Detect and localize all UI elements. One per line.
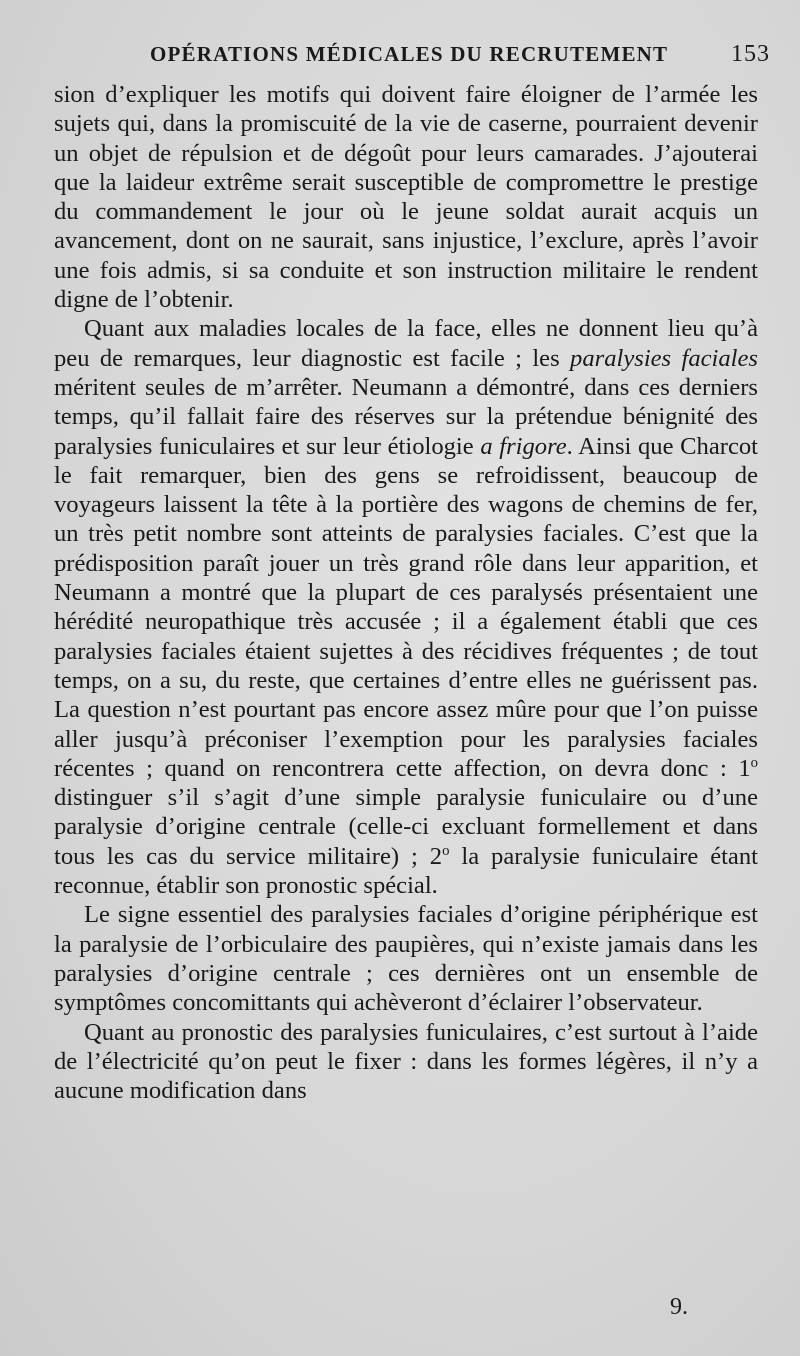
running-head bbox=[150, 42, 770, 72]
text-run: distinguer s’il s’agit d’une simple paralysie funiculaire ou d’une paralysie d’origine centrale (celle-ci excluant formellement et dans tous les cas du service militaire) ; 2 bbox=[54, 784, 758, 870]
paragraph bbox=[54, 80, 758, 314]
text-run: sion d’expliquer les motifs qui doivent faire éloigner de l’armée les sujets qui, dans la promiscuité de la vie de caserne, pourraient devenir un objet de répulsion et de dégoût pour leurs camarades. J’ajouterai que la laideur extrême serait susceptible de compromettre le prestige du commandement le jour où le jeune soldat aurait acquis un avancement, dont on ne saurait, sans injustice, l’exclure, après l’avoir une fois admis, si sa conduite et son instruction militaire le rendent digne de l’obtenir. bbox=[54, 81, 758, 314]
signature-mark: 9. bbox=[670, 1294, 688, 1320]
italic-term: a frigore bbox=[480, 432, 567, 460]
ordinal-superscript: o bbox=[750, 754, 758, 771]
paragraph bbox=[54, 900, 758, 1017]
text-run: méritent seules de m’arrêter. Neumann a démontré, dans ces derniers temps, qu’il fallait faire des réserves sur la prétendue bénignité des paralysies funiculaires et sur leur étiologie bbox=[54, 373, 758, 460]
text-run: la paralysie funiculaire étant reconnue, établir son pronostic spécial. bbox=[54, 842, 758, 900]
paragraph bbox=[54, 1018, 758, 1106]
page-number: 153 bbox=[731, 41, 770, 67]
body-text bbox=[54, 80, 758, 1105]
text-run: . Ainsi que Charcot le fait remarquer, bien des gens se refroidissent, beaucoup de voyageurs laissent la tête à la portière des wagons de chemins de fer, un très petit nombre sont atteints de paralysies faciales. C’est que la prédisposition paraît jouer un très grand rôle dans leur apparition, et Neumann a montré que la plupart de ces paralysés présentaient une hérédité neuropathique très accusée ; il a également établi que ces paralysies faciales étaient sujettes à des récidives fréquentes ; de tout temps, on a su, du reste, que certaines d’entre elles ne guérissent pas. La question n’est pourtant pas encore assez mûre pour que l’on puisse aller jusqu’à préconiser l’exemption pour les paralysies faciales récentes ; quand on rencontrera cette affection, on devra donc : 1 bbox=[54, 432, 758, 782]
running-title: OPÉRATIONS MÉDICALES DU RECRUTEMENT bbox=[150, 42, 669, 66]
paragraph bbox=[54, 314, 758, 900]
italic-term: paralysies faciales bbox=[570, 344, 758, 372]
ordinal-superscript: o bbox=[442, 842, 450, 859]
text-run: Quant aux maladies locales de la face, elles ne donnent lieu qu’à peu de remarques, leur diagnostic est facile ; les bbox=[54, 315, 758, 372]
text-run: Le signe essentiel des paralysies faciales d’origine périphérique est la paralysie de l’orbiculaire des paupières, qui n’existe jamais dans les paralysies d’origine centrale ; ces dernières ont un ensemble de symptômes concomittants qui achèveront d’éclairer l’observateur. bbox=[54, 901, 758, 1017]
text-run: Quant au pronostic des paralysies funiculaires, c’est surtout à l’aide de l’électricité qu’on peut le fixer : dans les formes légères, il n’y a aucune modification dans bbox=[54, 1018, 758, 1105]
